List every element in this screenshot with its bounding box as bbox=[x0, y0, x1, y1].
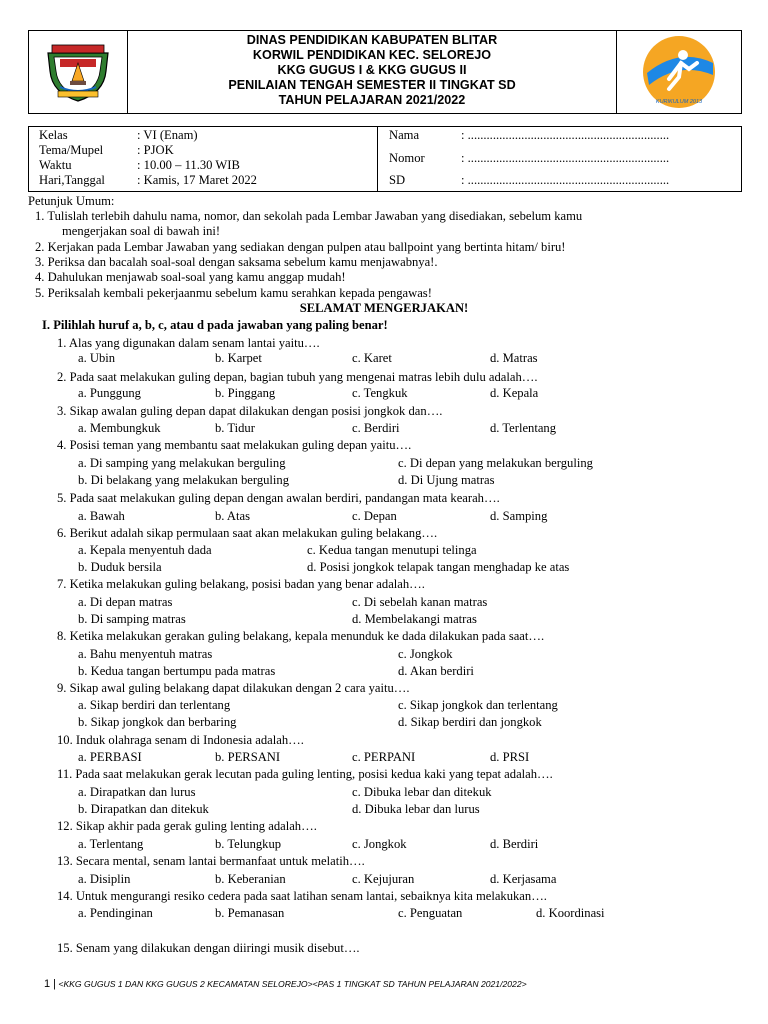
instruction-item: 4. Dahulukan menjawab soal-soal yang kamu anggap mudah! bbox=[35, 270, 346, 284]
answer-option: a. Kepala menyentuh dada bbox=[78, 543, 212, 557]
info-label: Tema/Mupel bbox=[39, 143, 104, 157]
instruction-item: 2. Kerjakan pada Lembar Jawaban yang sediakan dengan pulpen atau ballpoint yang bertinta hitam/ biru! bbox=[35, 240, 566, 254]
info-value: : PJOK bbox=[137, 143, 174, 157]
greeting: SELAMAT MENGERJAKAN! bbox=[299, 301, 469, 315]
logo-right-text: KURIKULUM 2013 bbox=[655, 99, 703, 105]
question-text: 15. Senam yang dilakukan dengan diiringi musik disebut…. bbox=[57, 941, 360, 955]
info-label: Waktu bbox=[39, 158, 72, 172]
info-label: Kelas bbox=[39, 128, 68, 142]
answer-option: c. Depan bbox=[352, 509, 397, 523]
name-field[interactable]: : ................................................................ bbox=[461, 128, 670, 142]
answer-option: c. Dibuka lebar dan ditekuk bbox=[352, 785, 492, 799]
student-identity-cell bbox=[378, 127, 741, 191]
answer-option: b. Telungkup bbox=[215, 837, 282, 851]
question-text: 8. Ketika melakukan gerakan guling belakang, kepala menunduk ke dada dilakukan pada saat…. bbox=[57, 629, 545, 643]
answer-option: a. Di samping yang melakukan berguling bbox=[78, 456, 286, 470]
info-label: Hari,Tanggal bbox=[39, 173, 105, 187]
answer-option: b. Dirapatkan dan ditekuk bbox=[78, 802, 209, 816]
info-label: SD bbox=[389, 173, 406, 187]
instruction-item: 1. Tulislah terlebih dahulu nama, nomor, dan sekolah pada Lembar Jawaban yang disediakan, sebelum kamu bbox=[35, 209, 583, 223]
info-row-nama[interactable] bbox=[389, 128, 669, 143]
question-text: 5. Pada saat melakukan guling depan dengan awalan berdiri, pandangan mata kearah…. bbox=[57, 491, 500, 505]
kabupaten-blitar-emblem-icon bbox=[40, 41, 116, 103]
instruction-item: 5. Periksalah kembali pekerjaanmu sebelum kamu serahkan kepada pengawas! bbox=[35, 286, 432, 300]
question-text: 1. Alas yang digunakan dalam senam lantai yaitu…. bbox=[57, 336, 320, 350]
answer-option: d. Sikap berdiri dan jongkok bbox=[398, 715, 542, 729]
answer-option: c. Di sebelah kanan matras bbox=[352, 595, 488, 609]
question-text: 9. Sikap awal guling belakang dapat dilakukan dengan 2 cara yaitu…. bbox=[57, 681, 410, 695]
answer-option: a. Sikap berdiri dan terlentang bbox=[78, 698, 231, 712]
answer-option: c. Tengkuk bbox=[352, 386, 408, 400]
header-line: DINAS PENDIDIKAN KABUPATEN BLITAR bbox=[246, 33, 498, 47]
answer-option: a. Punggung bbox=[78, 386, 141, 400]
answer-option: d. Koordinasi bbox=[536, 906, 605, 920]
logo-right-cell bbox=[616, 31, 741, 113]
answer-option: a. Dirapatkan dan lurus bbox=[78, 785, 196, 799]
question-text: 2. Pada saat melakukan guling depan, bagian tubuh yang mengenai matras lebih dulu adalah…. bbox=[57, 370, 538, 384]
answer-option: a. Di depan matras bbox=[78, 595, 173, 609]
number-field[interactable]: : ................................................................ bbox=[461, 151, 670, 165]
answer-option: c. Di depan yang melakukan berguling bbox=[398, 456, 593, 470]
answer-option: b. PERSANI bbox=[215, 750, 281, 764]
answer-option: d. Dibuka lebar dan lurus bbox=[352, 802, 480, 816]
info-value: : Kamis, 17 Maret 2022 bbox=[137, 173, 257, 187]
question-text: 4. Posisi teman yang membantu saat melakukan guling depan yaitu…. bbox=[57, 438, 412, 452]
info-row-sd[interactable] bbox=[389, 173, 669, 188]
answer-option: a. Disiplin bbox=[78, 872, 131, 886]
kurikulum-2013-logo-icon bbox=[639, 33, 719, 111]
info-label: Nomor bbox=[389, 151, 425, 165]
info-label: Nama bbox=[389, 128, 420, 142]
info-row-hari bbox=[39, 173, 257, 188]
answer-option: d. Di Ujung matras bbox=[398, 473, 495, 487]
info-row-tema bbox=[39, 143, 174, 158]
instruction-item: 3. Periksa dan bacalah soal-soal dengan saksama sebelum kamu menjawabnya!. bbox=[35, 255, 438, 269]
header-line: TAHUN PELAJARAN 2021/2022 bbox=[278, 93, 466, 107]
answer-option: d. Samping bbox=[490, 509, 548, 523]
answer-option: b. Duduk bersila bbox=[78, 560, 162, 574]
answer-option: b. Keberanian bbox=[215, 872, 286, 886]
answer-option: c. Penguatan bbox=[398, 906, 463, 920]
logo-left-cell bbox=[29, 31, 128, 113]
header-line: KORWIL PENDIDIKAN KEC. SELOREJO bbox=[252, 48, 492, 62]
question-text: 14. Untuk mengurangi resiko cedera pada saat latihan senam lantai, sebaiknya kita melakukan…. bbox=[57, 889, 547, 903]
answer-option: b. Kedua tangan bertumpu pada matras bbox=[78, 664, 276, 678]
answer-option: d. Matras bbox=[490, 351, 538, 365]
instructions-title: Petunjuk Umum: bbox=[28, 194, 115, 208]
header-title-block bbox=[128, 31, 616, 113]
school-field[interactable]: : ................................................................ bbox=[461, 173, 670, 187]
info-row-waktu bbox=[39, 158, 240, 173]
answer-option: a. Bawah bbox=[78, 509, 125, 523]
answer-option: b. Di belakang yang melakukan berguling bbox=[78, 473, 290, 487]
answer-option: b. Pinggang bbox=[215, 386, 276, 400]
answer-option: a. Pendinginan bbox=[78, 906, 153, 920]
answer-option: d. PRSI bbox=[490, 750, 530, 764]
answer-option: d. Berdiri bbox=[490, 837, 539, 851]
answer-option: b. Sikap jongkok dan berbaring bbox=[78, 715, 237, 729]
answer-option: a. Ubin bbox=[78, 351, 116, 365]
footer-text: <KKG GUGUS 1 DAN KKG GUGUS 2 KECAMATAN SELOREJO><PAS 1 TINGKAT SD TAHUN PELAJARAN 2021/2022> bbox=[58, 979, 527, 989]
question-text: 10. Induk olahraga senam di Indonesia adalah…. bbox=[57, 733, 304, 747]
exam-info-cell bbox=[29, 127, 378, 191]
answer-option: d. Terlentang bbox=[490, 421, 557, 435]
answer-option: c. Kedua tangan menutupi telinga bbox=[307, 543, 477, 557]
answer-option: c. PERPANI bbox=[352, 750, 416, 764]
answer-option: c. Jongkok bbox=[352, 837, 407, 851]
question-text: 3. Sikap awalan guling depan dapat dilakukan dengan posisi jongkok dan…. bbox=[57, 404, 443, 418]
instruction-item: mengerjakan soal di bawah ini! bbox=[62, 224, 221, 238]
header-box bbox=[28, 30, 742, 114]
question-text: 11. Pada saat melakukan gerak lecutan pada guling lenting, posisi kedua kaki yang tepat adalah…. bbox=[57, 767, 553, 781]
section-title: I. Pilihlah huruf a, b, c, atau d pada jawaban yang paling benar! bbox=[42, 318, 388, 332]
question-text: 13. Secara mental, senam lantai bermanfaat untuk melatih…. bbox=[57, 854, 365, 868]
answer-option: a. Bahu menyentuh matras bbox=[78, 647, 213, 661]
answer-option: d. Kepala bbox=[490, 386, 539, 400]
answer-option: b. Karpet bbox=[215, 351, 262, 365]
answer-option: d. Akan berdiri bbox=[398, 664, 474, 678]
header-line: KKG GUGUS I & KKG GUGUS II bbox=[277, 63, 467, 77]
answer-option: b. Atas bbox=[215, 509, 250, 523]
info-row-nomor[interactable] bbox=[389, 151, 669, 166]
page-number: 1 | bbox=[44, 978, 57, 990]
info-value: : VI (Enam) bbox=[137, 128, 198, 142]
answer-option: c. Berdiri bbox=[352, 421, 400, 435]
answer-option: a. Membungkuk bbox=[78, 421, 161, 435]
answer-option: b. Tidur bbox=[215, 421, 255, 435]
header-line: PENILAIAN TENGAH SEMESTER II TINGKAT SD bbox=[228, 78, 516, 92]
answer-option: d. Membelakangi matras bbox=[352, 612, 477, 626]
answer-option: b. Di samping matras bbox=[78, 612, 186, 626]
answer-option: c. Sikap jongkok dan terlentang bbox=[398, 698, 558, 712]
answer-option: c. Kejujuran bbox=[352, 872, 415, 886]
question-text: 6. Berikut adalah sikap permulaan saat akan melakukan guling belakang…. bbox=[57, 526, 438, 540]
info-value: : 10.00 – 11.30 WIB bbox=[137, 158, 240, 172]
answer-option: a. PERBASI bbox=[78, 750, 142, 764]
question-text: 7. Ketika melakukan guling belakang, posisi badan yang benar adalah…. bbox=[57, 577, 425, 591]
answer-option: d. Posisi jongkok telapak tangan menghadap ke atas bbox=[307, 560, 570, 574]
answer-option: d. Kerjasama bbox=[490, 872, 557, 886]
info-row-kelas bbox=[39, 128, 198, 143]
answer-option: c. Jongkok bbox=[398, 647, 453, 661]
answer-option: a. Terlentang bbox=[78, 837, 144, 851]
question-text: 12. Sikap akhir pada gerak guling lenting adalah…. bbox=[57, 819, 317, 833]
page-footer bbox=[44, 978, 527, 990]
student-info-box bbox=[28, 126, 742, 192]
answer-option: c. Karet bbox=[352, 351, 392, 365]
answer-option: b. Pemanasan bbox=[215, 906, 285, 920]
